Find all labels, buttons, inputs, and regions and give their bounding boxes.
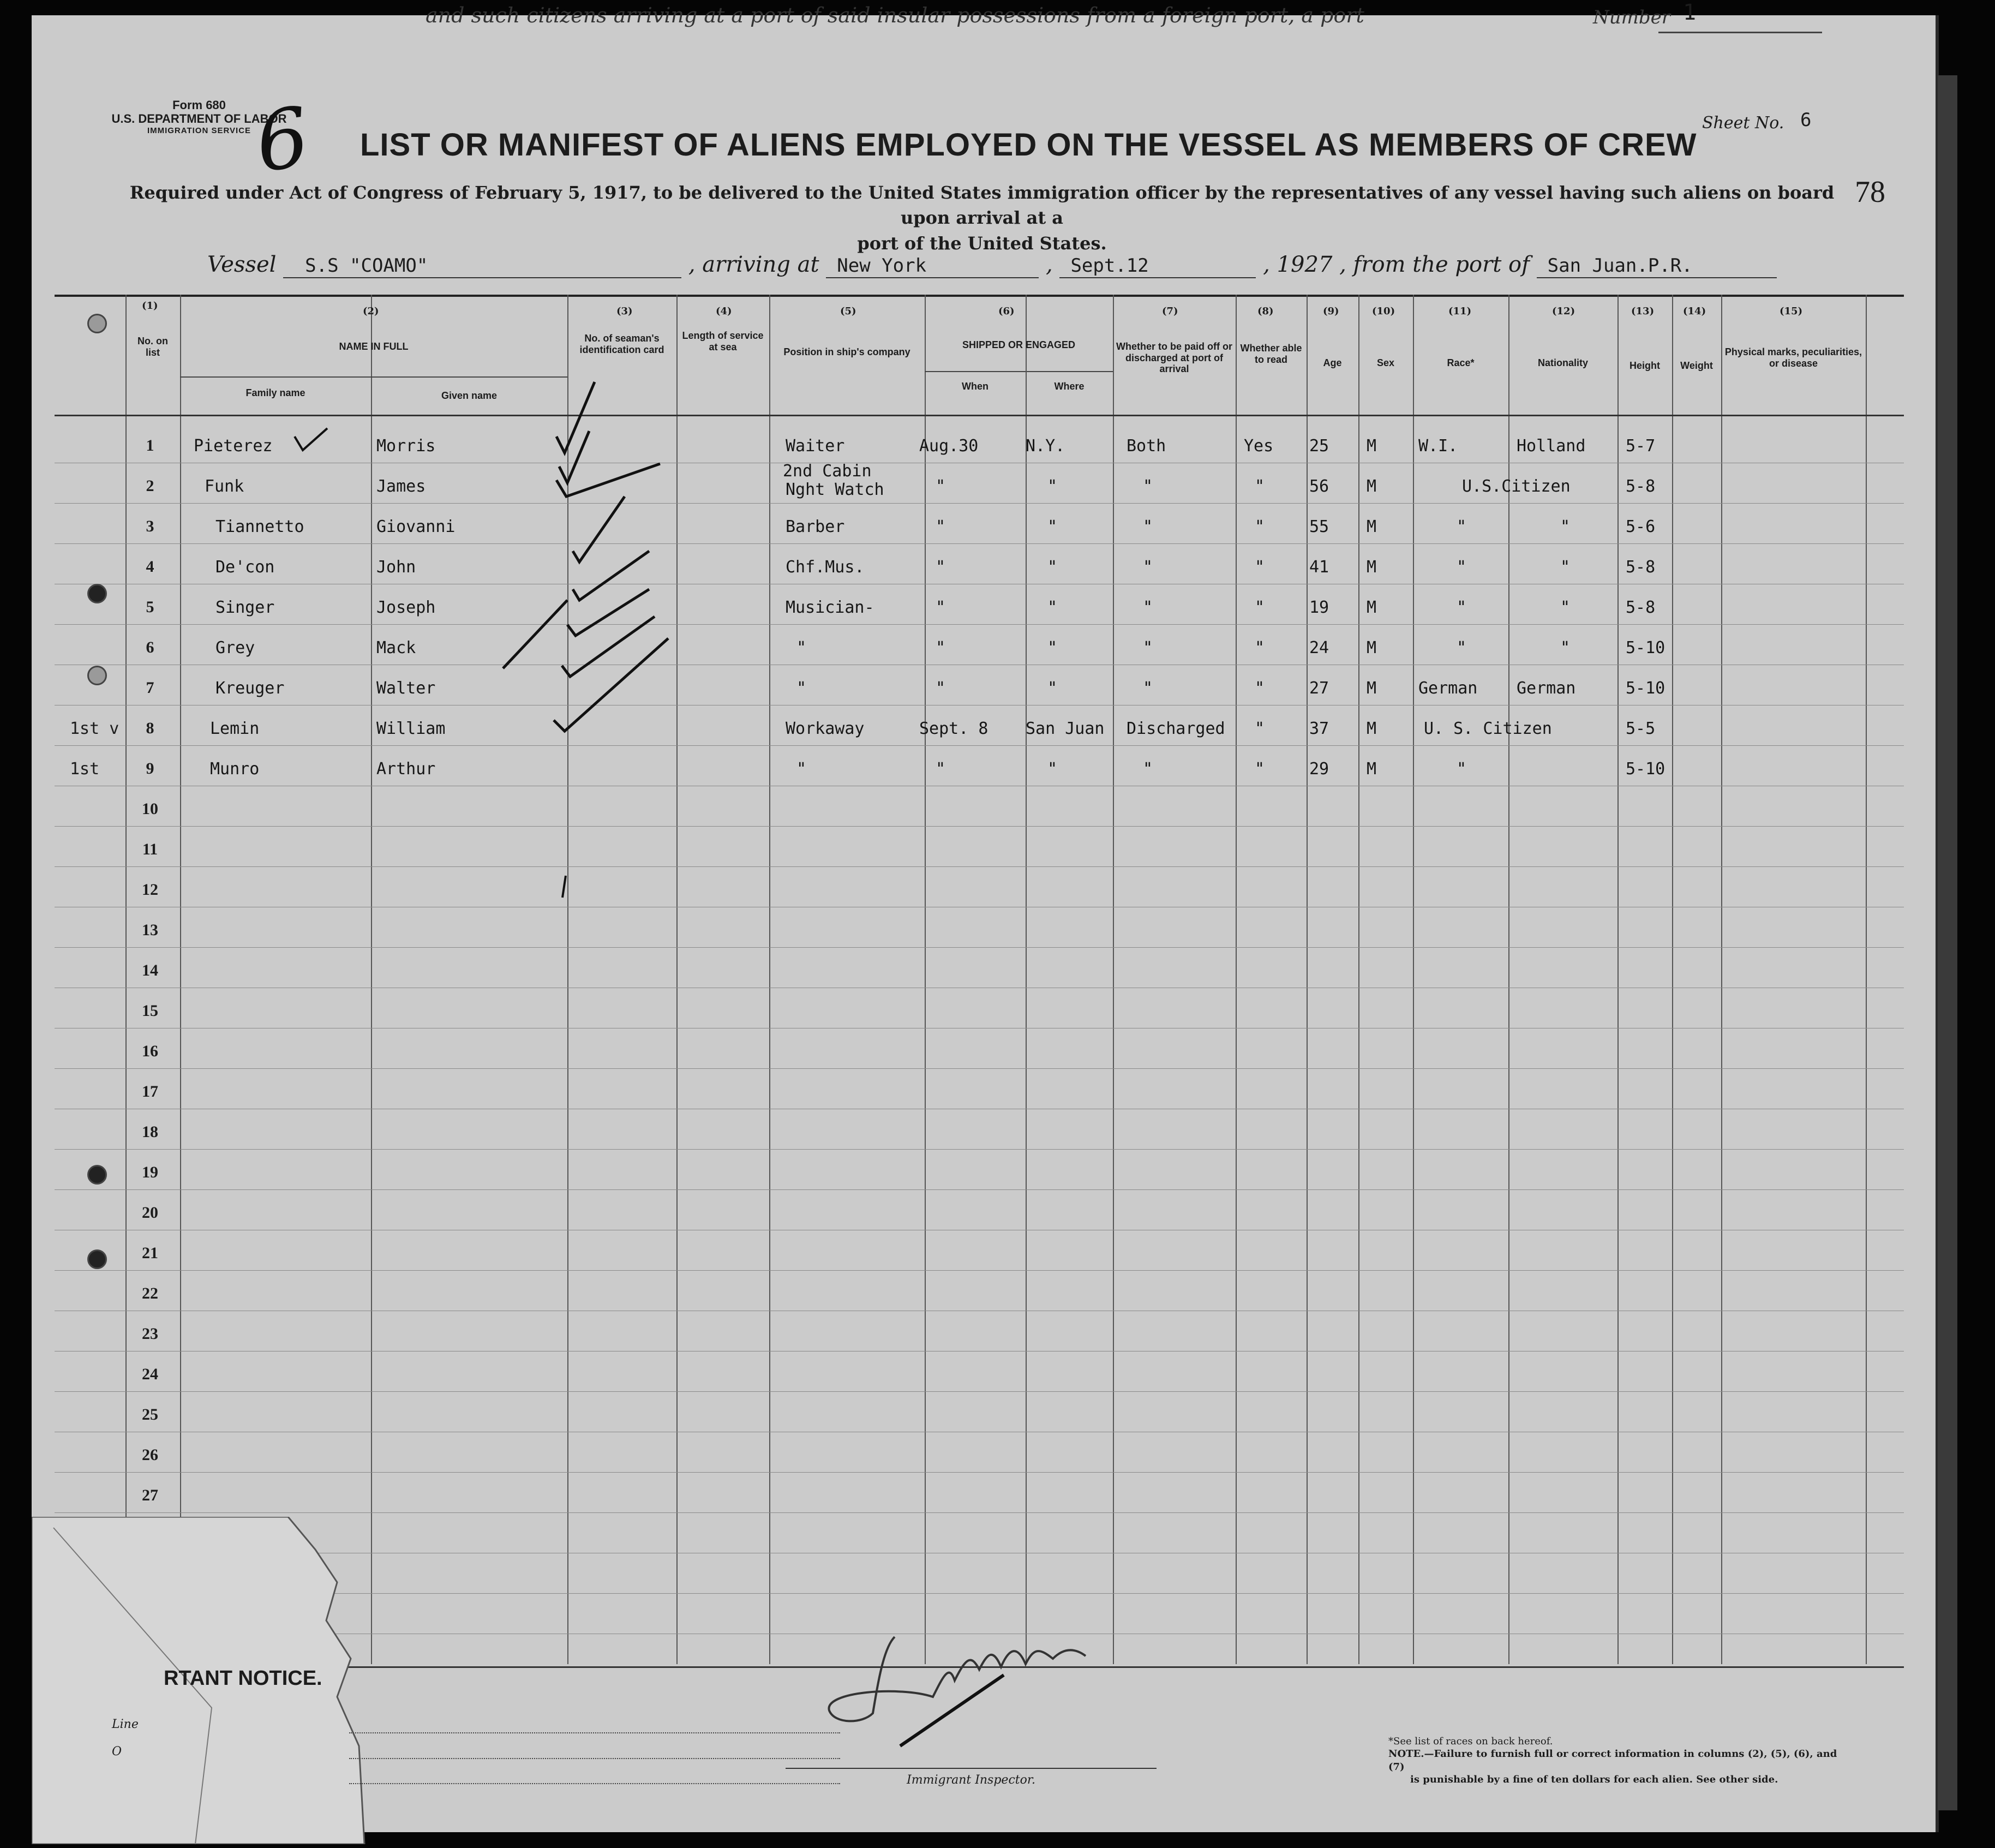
given-name-cell: James	[376, 477, 426, 496]
shipped-where-cell: San Juan	[1026, 719, 1105, 738]
col-9-header: Age	[1323, 357, 1342, 368]
service-name: IMMIGRATION SERVICE	[147, 125, 251, 135]
paid-off-cell: "	[1143, 759, 1153, 779]
vessel-name-field	[283, 252, 681, 278]
able-to-read-cell: "	[1255, 759, 1265, 779]
nationality-cell: U. S. Citizen	[1424, 719, 1552, 738]
check-mark	[556, 382, 595, 453]
sex-cell: M	[1367, 477, 1377, 496]
check-marks	[491, 371, 709, 742]
column-divider	[1672, 295, 1673, 1664]
penalty-note-1: NOTE.—Failure to furnish full or correct information in columns (2), (5), (6), and (7)	[1388, 1748, 1837, 1773]
row-line	[55, 826, 1904, 827]
punch-hole	[87, 314, 107, 333]
check-mark	[503, 600, 567, 668]
row-number: 22	[142, 1284, 158, 1302]
nationality-cell: U.S.Citizen	[1462, 477, 1571, 496]
given-name-cell: William	[376, 719, 446, 738]
department-name: U.S. DEPARTMENT OF LABOR	[111, 112, 287, 126]
nationality-cell: "	[1560, 558, 1571, 577]
col-3-number: (3)	[616, 306, 633, 317]
subtitle-line-2: port of the United States.	[857, 232, 1107, 254]
family-name-cell: Munro	[210, 759, 260, 779]
row-number: 4	[146, 558, 154, 576]
sex-cell: M	[1367, 558, 1377, 577]
age-cell: 25	[1309, 436, 1329, 456]
position-cell-line-1: 2nd Cabin	[783, 462, 872, 481]
able-to-read-cell: "	[1255, 517, 1265, 536]
col-8-number: (8)	[1257, 306, 1274, 317]
col-9-number: (9)	[1323, 306, 1339, 317]
shipped-where-cell: "	[1047, 598, 1058, 617]
age-cell: 41	[1309, 558, 1329, 577]
row-number: 1	[146, 436, 154, 454]
pen-stroke	[559, 873, 570, 900]
nationality-cell: Holland	[1517, 436, 1586, 456]
vessel-row: Vessel S.S "COAMO" , arriving at New York , Sept.12 , 1927 , from the port of San Juan.P.R.	[207, 252, 1777, 278]
check-mark	[559, 431, 589, 483]
shipped-when-cell: Aug.30	[919, 436, 979, 456]
position-cell: Barber	[786, 517, 845, 536]
family-name-cell: Tiannetto	[215, 517, 304, 536]
check-mark	[562, 617, 655, 677]
able-to-read-cell: "	[1255, 477, 1265, 496]
height-cell: 5-8	[1626, 477, 1656, 496]
given-name-cell: Walter	[376, 679, 436, 698]
row-line	[55, 866, 1904, 867]
height-cell: 5-8	[1626, 598, 1656, 617]
row-number: 23	[142, 1325, 158, 1343]
punch-hole	[87, 584, 107, 603]
col-4-number: (4)	[716, 306, 732, 317]
row-line	[55, 1512, 1904, 1513]
row-number: 26	[142, 1446, 158, 1464]
row-number: 18	[142, 1123, 158, 1141]
col-13-number: (13)	[1631, 306, 1655, 317]
check-mark	[573, 497, 625, 562]
col-6-header: SHIPPED OR ENGAGED	[962, 339, 1076, 350]
column-divider	[1236, 295, 1237, 1664]
column-divider	[1413, 295, 1414, 1664]
manifest-table	[55, 295, 1904, 1668]
row-line	[55, 1189, 1904, 1190]
col-4-header: Length of service at sea	[682, 330, 764, 352]
age-cell: 29	[1309, 759, 1329, 779]
col-13-header: Height	[1629, 360, 1660, 371]
nationality-cell: "	[1560, 598, 1571, 617]
paid-off-cell: Discharged	[1127, 719, 1225, 738]
arriving-port: New York	[837, 255, 927, 277]
paid-off-cell: Both	[1127, 436, 1166, 456]
height-cell: 5-10	[1626, 759, 1666, 779]
shipped-where-cell: "	[1047, 477, 1058, 496]
check-mark-row-1	[289, 426, 333, 458]
position-cell: Chf.Mus.	[786, 558, 865, 577]
col-2-family: Family name	[245, 387, 305, 398]
from-label: , from the port of	[1339, 252, 1530, 277]
sex-cell: M	[1367, 638, 1377, 657]
page-number: 78	[1855, 175, 1885, 209]
number-label: Number	[1593, 7, 1671, 28]
col-1-number: (1)	[142, 300, 158, 312]
sex-cell: M	[1367, 598, 1377, 617]
column-divider	[1721, 295, 1722, 1664]
shipped-where-cell: N.Y.	[1026, 436, 1065, 456]
subtitle-line-1: Required under Act of Congress of February 5, 1917, to be delivered to the United States immigration officer by the representatives of any vessel having such aliens on board upon arrival at a	[129, 182, 1835, 229]
sex-cell: M	[1367, 759, 1377, 779]
family-name-cell: Pieterez	[194, 436, 273, 456]
height-cell: 5-10	[1626, 638, 1666, 657]
row-number: 24	[142, 1365, 158, 1383]
row-number: 15	[142, 1002, 158, 1020]
row-line	[55, 624, 1904, 625]
height-cell: 5-8	[1626, 558, 1656, 577]
position-cell: Musician-	[786, 598, 874, 617]
inspector-label: Immigrant Inspector.	[907, 1773, 1035, 1787]
row-line	[55, 745, 1904, 746]
able-to-read-cell: "	[1255, 679, 1265, 698]
age-cell: 24	[1309, 638, 1329, 657]
inspector-signature-line	[786, 1768, 1157, 1769]
shipped-when-cell: "	[936, 517, 946, 536]
page-title: LIST OR MANIFEST OF ALIENS EMPLOYED ON THE VESSEL AS MEMBERS OF CREW	[360, 127, 1697, 163]
race-cell: W.I.	[1418, 436, 1458, 456]
handwritten-mark: 6	[250, 89, 315, 191]
race-cell: "	[1457, 759, 1467, 779]
blank-line	[349, 1732, 840, 1733]
column-divider	[180, 295, 181, 1664]
position-cell: "	[796, 679, 807, 698]
vessel-label: Vessel	[207, 252, 277, 277]
form-number: Form 680	[172, 98, 226, 112]
row-line	[55, 503, 1904, 504]
paid-off-cell: "	[1143, 558, 1153, 577]
paid-off-cell: "	[1143, 638, 1153, 657]
column-divider	[925, 295, 926, 1664]
col-10-number: (10)	[1372, 306, 1395, 317]
row-line	[55, 1472, 1904, 1473]
col-5-number: (5)	[840, 306, 856, 317]
paid-off-cell: "	[1143, 679, 1153, 698]
row-number: 2	[146, 477, 154, 495]
row-number: 16	[142, 1042, 158, 1060]
height-cell: 5-6	[1626, 517, 1656, 536]
arrival-year: 1927	[1277, 252, 1333, 277]
sex-cell: M	[1367, 719, 1377, 738]
col-10-header: Sex	[1376, 357, 1395, 368]
sex-cell: M	[1367, 517, 1377, 536]
row-number: 9	[146, 759, 154, 778]
shipped-when-cell: "	[936, 558, 946, 577]
shipped-where-cell: "	[1047, 558, 1058, 577]
col-12-number: (12)	[1552, 306, 1575, 317]
shipped-where-cell: "	[1047, 517, 1058, 536]
row-line	[55, 947, 1904, 948]
able-to-read-cell: "	[1255, 598, 1265, 617]
family-name-cell: Grey	[215, 638, 255, 657]
footnote	[1388, 1735, 1852, 1786]
row-number: 10	[142, 800, 158, 818]
shipped-when-cell: "	[936, 638, 946, 657]
line-label: Line	[112, 1718, 139, 1731]
col-11-number: (11)	[1448, 306, 1472, 317]
top-strip-text: and such citizens arriving at a port of said insular possessions from a foreign port, a port	[426, 3, 1364, 27]
race-cell: German	[1418, 679, 1478, 698]
col-7-header: Whether to be paid off or discharged at port of arrival	[1116, 341, 1232, 375]
number-value: 1	[1683, 0, 1697, 25]
punch-hole	[87, 666, 107, 685]
sex-cell: M	[1367, 436, 1377, 456]
col-1-header: No. on list	[137, 336, 168, 358]
row-line	[55, 1270, 1904, 1271]
given-name-cell: Giovanni	[376, 517, 456, 536]
check-mark	[554, 638, 668, 731]
shipped-divider	[1026, 371, 1027, 415]
important-notice-heading: RTANT NOTICE.	[164, 1667, 322, 1690]
able-to-read-cell: "	[1255, 719, 1265, 738]
family-name-cell: Funk	[205, 477, 244, 496]
sheet-no-value: 6	[1800, 109, 1812, 131]
row-line	[55, 543, 1904, 544]
arriving-label: , arriving at	[688, 252, 819, 277]
given-name-cell: Mack	[376, 638, 416, 657]
punch-hole	[87, 1165, 107, 1185]
age-cell: 19	[1309, 598, 1329, 617]
number-underline	[1658, 32, 1822, 33]
col-11-header: Race*	[1447, 357, 1475, 368]
row-number: 20	[142, 1204, 158, 1222]
col-14-header: Weight	[1680, 360, 1713, 371]
column-divider	[1307, 295, 1308, 1664]
age-cell: 37	[1309, 719, 1329, 738]
from-port-field	[1537, 252, 1777, 278]
race-cell: "	[1457, 638, 1467, 657]
nationality-cell: "	[1560, 517, 1571, 536]
height-cell: 5-10	[1626, 679, 1666, 698]
o-label: O	[112, 1745, 122, 1759]
row-number: 17	[142, 1083, 158, 1101]
given-name-cell: Morris	[376, 436, 436, 456]
row-number: 27	[142, 1486, 158, 1504]
column-divider	[1113, 295, 1114, 1664]
shipped-subheader-line	[925, 371, 1113, 372]
date-field	[1059, 252, 1256, 278]
paid-off-cell: "	[1143, 517, 1153, 536]
col-5-header: Position in ship's company	[783, 346, 910, 357]
position-cell: "	[796, 638, 807, 657]
shipped-where-cell: "	[1047, 638, 1058, 657]
row-number: 21	[142, 1244, 158, 1262]
race-cell: "	[1457, 517, 1467, 536]
age-cell: 55	[1309, 517, 1329, 536]
height-cell: 5-7	[1626, 436, 1656, 456]
row-number: 19	[142, 1163, 158, 1181]
shipped-when-cell: "	[936, 598, 946, 617]
shipped-when-cell: "	[936, 759, 946, 779]
able-to-read-cell: "	[1255, 638, 1265, 657]
column-divider	[371, 295, 372, 1664]
col-15-header: Physical marks, peculiarities, or disease	[1724, 346, 1862, 369]
race-cell: "	[1457, 598, 1467, 617]
col-2-given: Given name	[441, 390, 498, 401]
from-port: San Juan.P.R.	[1547, 255, 1693, 277]
given-name-cell: John	[376, 558, 416, 577]
header-bottom-line	[55, 415, 1904, 416]
row-line	[55, 1068, 1904, 1069]
vessel-name: S.S "COAMO"	[305, 255, 428, 277]
row-number: 6	[146, 638, 154, 656]
col-7-number: (7)	[1162, 306, 1178, 317]
col-6-when: When	[962, 381, 988, 392]
shipped-when-cell: "	[936, 477, 946, 496]
row-number: 25	[142, 1406, 158, 1424]
paid-off-cell: "	[1143, 477, 1153, 496]
age-cell: 56	[1309, 477, 1329, 496]
races-note: *See list of races on back hereof.	[1388, 1736, 1553, 1747]
row-number: 3	[146, 517, 154, 535]
row-number: 11	[142, 840, 158, 858]
nationality-cell: "	[1560, 638, 1571, 657]
position-cell: Workaway	[786, 719, 865, 738]
age-cell: 27	[1309, 679, 1329, 698]
col-15-number: (15)	[1780, 306, 1803, 317]
column-divider	[769, 295, 770, 1664]
shipped-when-cell: Sept. 8	[919, 719, 988, 738]
row-number: 14	[142, 961, 158, 979]
page-subtitle	[120, 180, 1844, 256]
arriving-port-field	[826, 252, 1039, 278]
shipped-where-cell: "	[1047, 679, 1058, 698]
sex-cell: M	[1367, 679, 1377, 698]
col-3-header: No. of seaman's identification card	[579, 333, 664, 355]
able-to-read-cell: "	[1255, 558, 1265, 577]
blank-line	[349, 1783, 840, 1784]
nationality-cell: German	[1517, 679, 1576, 698]
shipped-where-cell: "	[1047, 759, 1058, 779]
col-6-number: (6)	[998, 306, 1015, 317]
given-name-cell: Joseph	[376, 598, 436, 617]
column-divider	[1617, 295, 1619, 1664]
family-name-cell: Singer	[215, 598, 275, 617]
family-name-cell: De'con	[215, 558, 275, 577]
col-12-header: Nationality	[1537, 357, 1588, 368]
row-number: 8	[146, 719, 154, 737]
row-number: 12	[142, 881, 158, 899]
punch-hole	[87, 1249, 107, 1269]
row-number: 13	[142, 921, 158, 939]
given-name-cell: Arthur	[376, 759, 436, 779]
col-2-number: (2)	[363, 306, 379, 317]
shipped-when-cell: "	[936, 679, 946, 698]
column-divider	[1026, 295, 1027, 1664]
sheet-no-label: Sheet No.	[1702, 113, 1784, 133]
col-2-header: NAME IN FULL	[339, 341, 409, 352]
row-number: 5	[146, 598, 154, 616]
position-cell: "	[796, 759, 807, 779]
paid-off-cell: "	[1143, 598, 1153, 617]
blank-line	[349, 1758, 840, 1759]
row-line	[55, 1391, 1904, 1392]
column-divider	[1866, 295, 1867, 1664]
col-8-header: Whether able to read	[1240, 343, 1302, 365]
check-mark	[573, 551, 649, 600]
margin-note: 1st	[70, 759, 100, 779]
family-name-cell: Lemin	[210, 719, 260, 738]
col-6-where: Where	[1054, 381, 1085, 392]
row-number: 7	[146, 679, 154, 697]
column-divider	[1508, 295, 1509, 1664]
col-14-number: (14)	[1683, 306, 1706, 317]
margin-note: 1st v	[70, 719, 119, 738]
column-divider	[1358, 295, 1359, 1664]
position-cell: Nght Watch	[786, 480, 884, 499]
race-cell: "	[1457, 558, 1467, 577]
page-edge	[1938, 75, 1957, 1810]
family-name-cell: Kreuger	[215, 679, 285, 698]
height-cell: 5-5	[1626, 719, 1656, 738]
able-to-read-cell: Yes	[1244, 436, 1274, 456]
arrival-date: Sept.12	[1070, 255, 1149, 277]
inspector-signature	[824, 1615, 1118, 1757]
position-cell: Waiter	[786, 436, 845, 456]
penalty-note-2: is punishable by a fine of ten dollars for each alien. See other side.	[1410, 1774, 1778, 1786]
row-line	[55, 1149, 1904, 1150]
